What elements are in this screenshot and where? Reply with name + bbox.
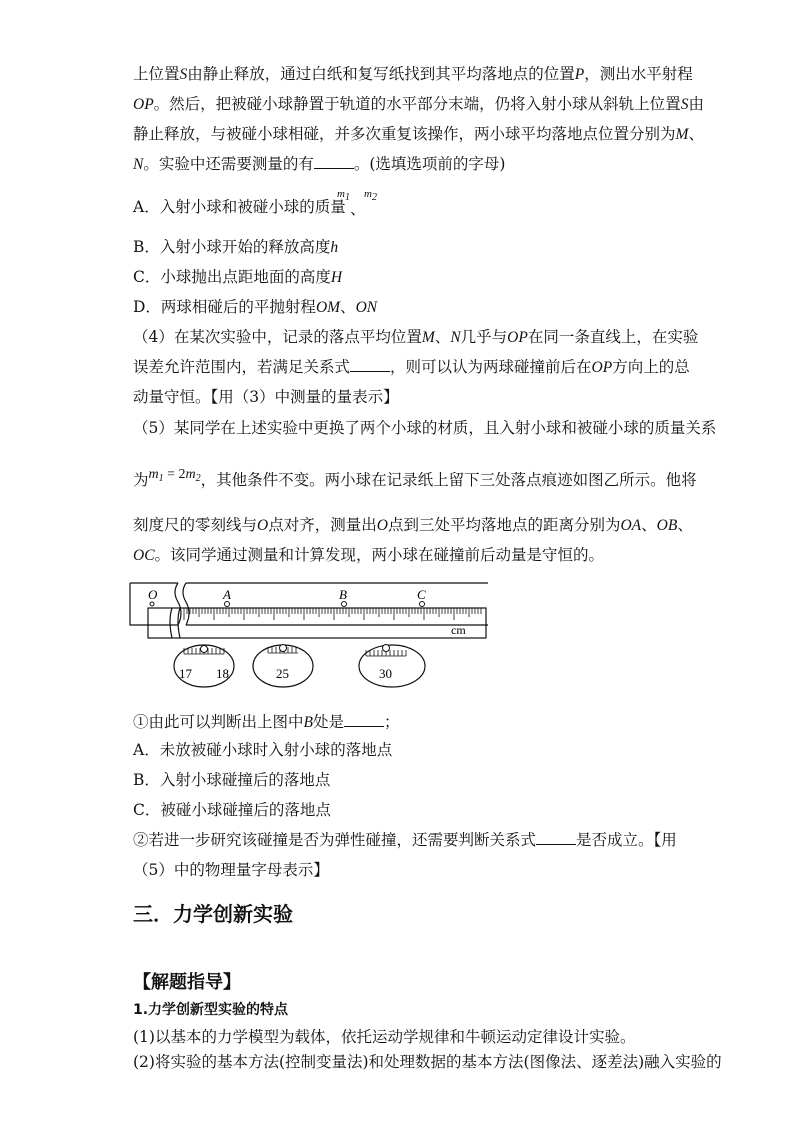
guide-paragraph: (1)以基本的力学模型为载体，依托运动学规律和牛顿运动定律设计实验。 xyxy=(133,1028,636,1046)
answer-blank[interactable] xyxy=(344,712,384,727)
text-line: （5）某同学在上述实验中更换了两个小球的材质，且入射小球和被碰小球的质量关系 xyxy=(133,419,717,437)
option-a: A．未放被碰小球时入射小球的落地点 xyxy=(133,741,393,759)
mass-m2: m2 xyxy=(364,188,377,203)
text-line: N。实验中还需要测量的有 。(选填选项前的字母) xyxy=(133,155,506,173)
answer-blank[interactable] xyxy=(536,830,576,845)
option-a: A．入射小球和被碰小球的质量 xyxy=(133,198,346,216)
separator: 、 xyxy=(350,200,366,218)
inset-tick-25: 25 xyxy=(276,666,289,681)
inset-tick-18: 18 xyxy=(216,666,229,681)
guide-title: 【解题指导】 xyxy=(133,972,241,993)
label-o: O xyxy=(148,587,158,602)
ruler-figure xyxy=(128,580,498,690)
label-a: A xyxy=(223,587,231,602)
label-c: C xyxy=(417,587,426,602)
section-heading: 三．力学创新实验 xyxy=(133,902,293,926)
inset-tick-17: 17 xyxy=(179,666,192,681)
option-d: D．两球相碰后的平抛射程OM、ON xyxy=(133,298,378,316)
text-line: 上位置S由静止释放，通过白纸和复写纸找到其平均落地点的位置P，测出水平射程 xyxy=(133,65,693,83)
option-b: B．入射小球碰撞后的落地点 xyxy=(133,771,331,789)
text-line: （5）中的物理量字母表示】 xyxy=(133,861,329,879)
text-line: OP。然后，把被碰小球静置于轨道的水平部分末端，仍将入射小球从斜轨上位置S由 xyxy=(133,95,704,113)
answer-blank[interactable] xyxy=(314,154,354,169)
label-b: B xyxy=(339,587,347,602)
text-line: 刻度尺的零刻线与O点对齐，测量出O点到三处平均落地点的距离分别为OA、OB、 xyxy=(133,516,693,534)
inset-3 xyxy=(359,645,425,687)
answer-blank[interactable] xyxy=(350,357,390,372)
text-line: 动量守恒。【用（3）中测量的量表示】 xyxy=(133,388,399,406)
option-c: C．小球抛出点距地面的高度H xyxy=(133,268,343,286)
text-line: ②若进一步研究该碰撞是否为弹性碰撞，还需要判断关系式 是否成立。【用 xyxy=(133,831,677,849)
text-line: ①由此可以判断出上图中B处是 ； xyxy=(133,713,400,731)
point-a xyxy=(225,602,230,607)
text-line: （4）在某次实验中，记录的落点平均位置M、N几乎与OP在同一条直线上，在实验 xyxy=(133,328,699,346)
unit-label: cm xyxy=(451,623,466,637)
mass-m1: m1 xyxy=(337,188,350,203)
point-o xyxy=(150,602,154,606)
point-b xyxy=(342,602,347,607)
text-line: OC。该同学通过测量和计算发现，两小球在碰撞前后动量是守恒的。 xyxy=(133,546,605,564)
text-line: 误差允许范围内，若满足关系式 ，则可以认为两球碰撞前后在OP方向上的总 xyxy=(133,358,690,376)
option-b: B．入射小球开始的释放高度h xyxy=(133,238,339,256)
guide-subheading: 1.力学创新型实验的特点 xyxy=(133,1002,289,1018)
text-line: 静止释放，与被碰小球相碰，并多次重复该操作，两小球平均落地点位置分别为M、 xyxy=(133,125,704,143)
guide-paragraph: (2)将实验的基本方法(控制变量法)和处理数据的基本方法(图像法、逐差法)融入实验的 xyxy=(133,1053,722,1071)
option-c: C．被碰小球碰撞后的落地点 xyxy=(133,801,331,819)
text-line: 为$m_1 = 2m_2$，其他条件不变。两小球在记录纸上留下三处落点痕迹如图乙所示。他将 xyxy=(133,467,697,489)
point-c xyxy=(420,602,425,607)
inset-tick-30: 30 xyxy=(379,666,392,681)
